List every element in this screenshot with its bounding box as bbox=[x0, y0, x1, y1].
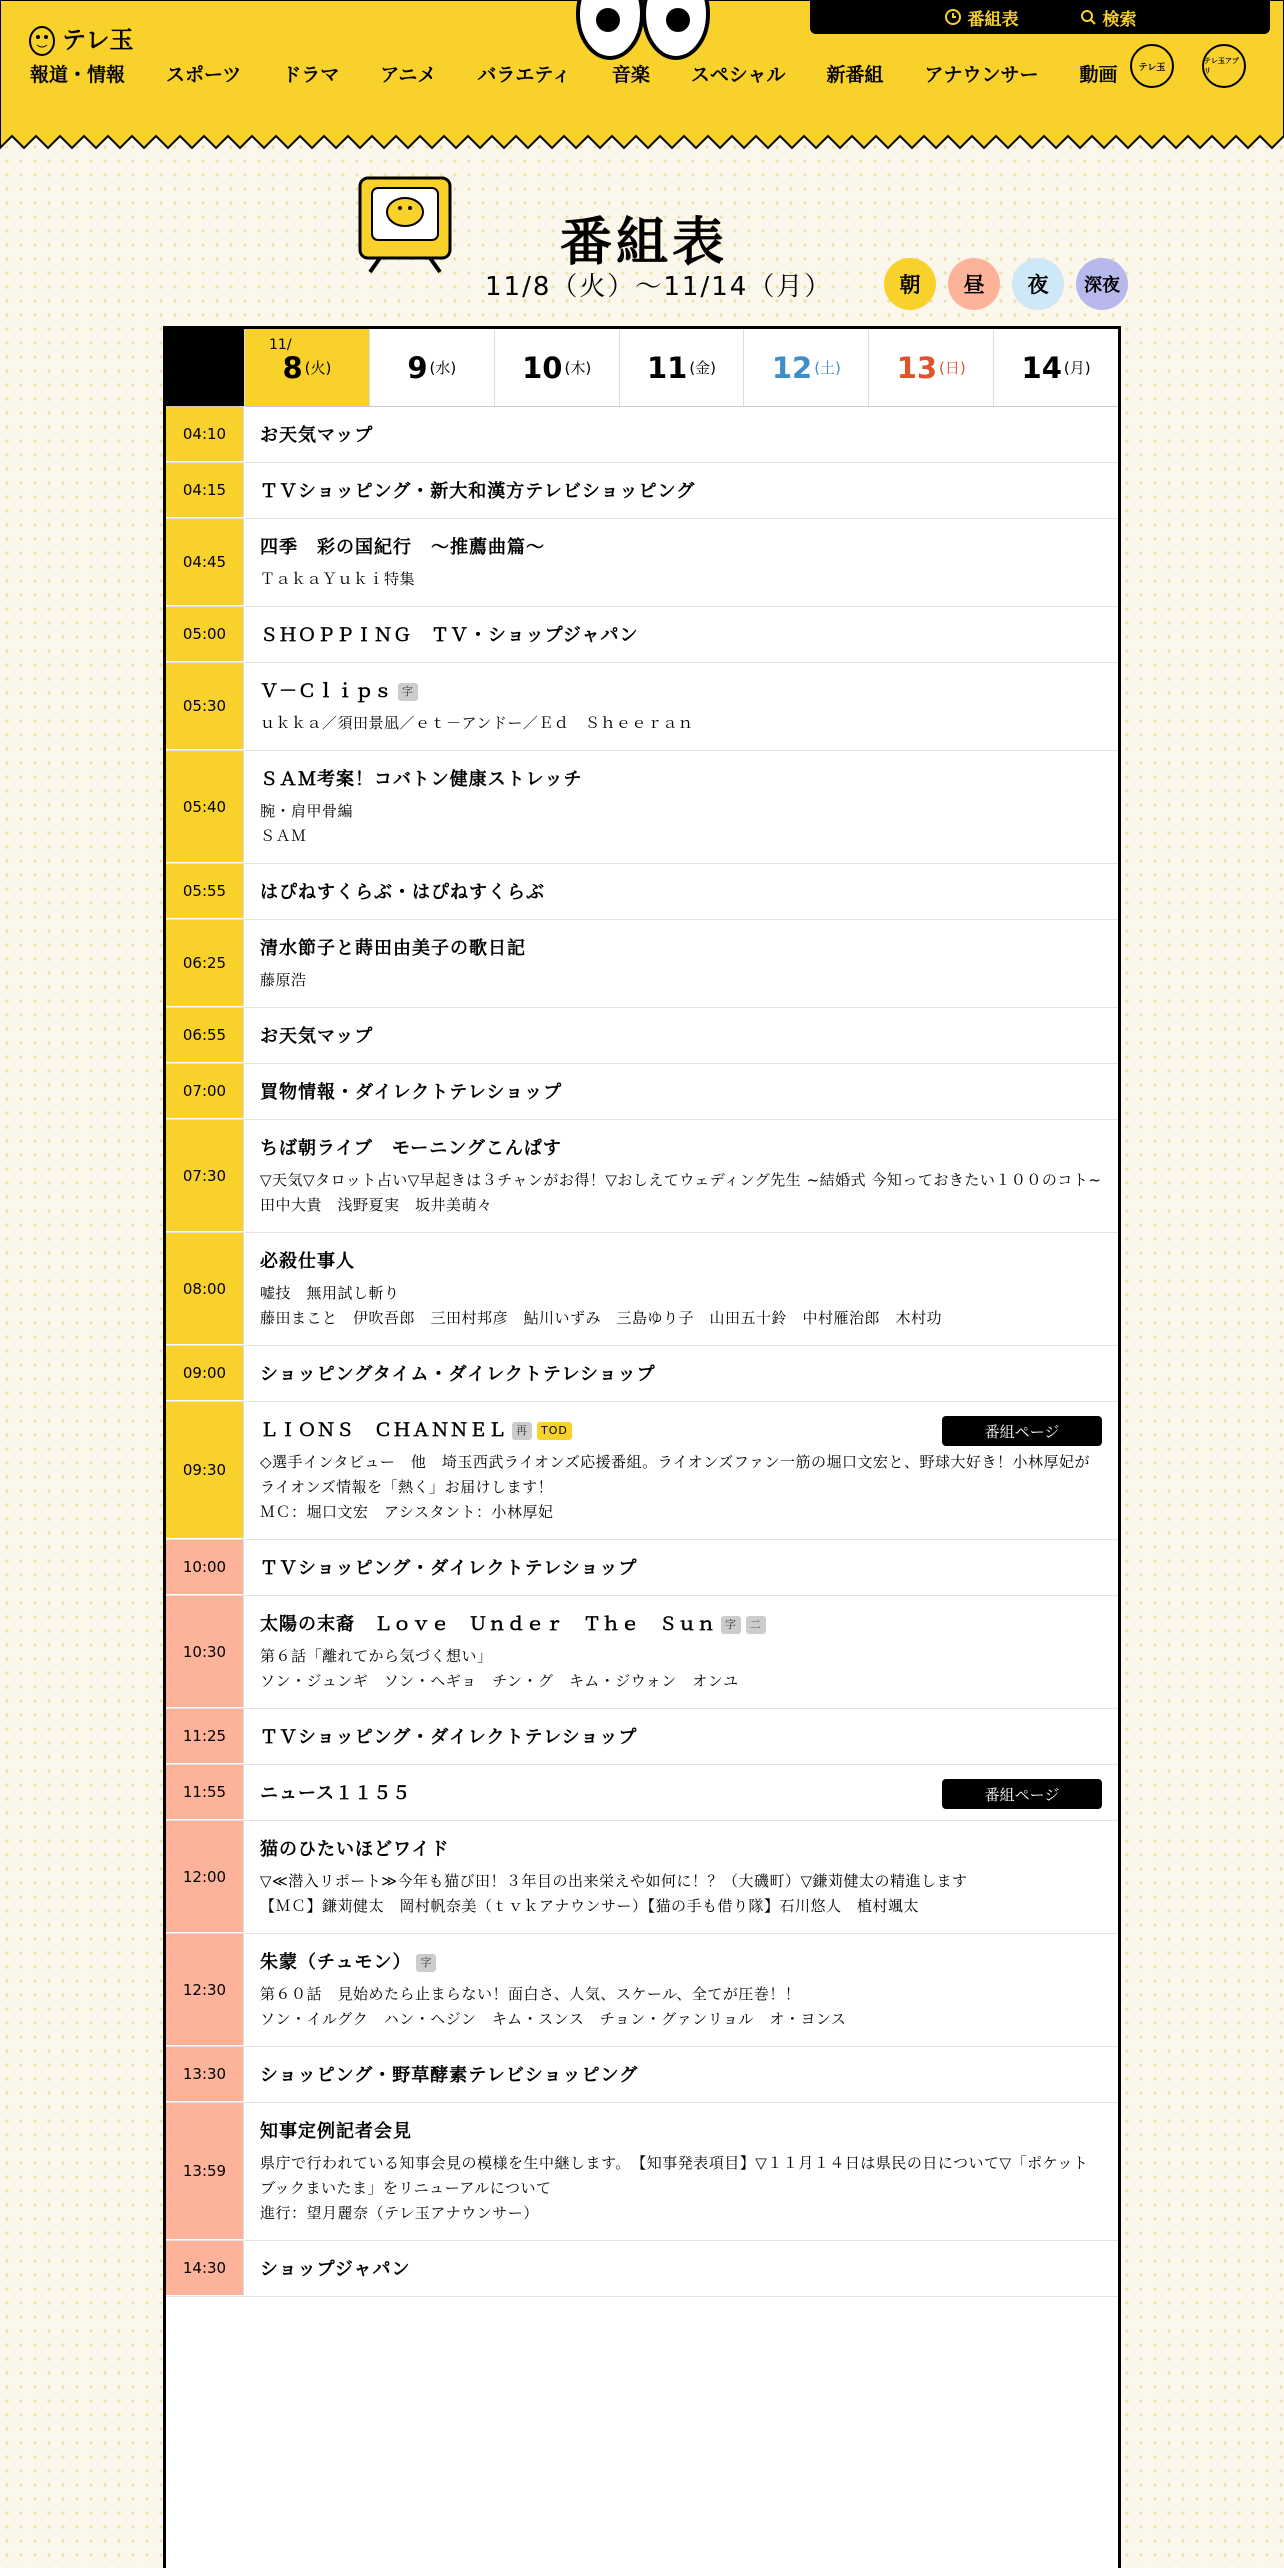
program-cell[interactable] bbox=[244, 1934, 1118, 2046]
program-row[interactable] bbox=[166, 1821, 1118, 1934]
phone-app-icon[interactable] bbox=[1202, 44, 1246, 88]
program-badge: 字 bbox=[416, 1954, 436, 1972]
day-number: 11 bbox=[646, 350, 688, 385]
program-title[interactable] bbox=[260, 1137, 1102, 1161]
nav-drama[interactable]: ドラマ bbox=[282, 64, 340, 86]
day-tab[interactable] bbox=[369, 329, 494, 406]
program-title-text: 太陽の末裔 Ｌｏｖｅ Ｕｎｄｅｒ Ｔｈｅ Ｓｕｎ bbox=[260, 1614, 716, 1635]
program-description: 県庁で行われている知事会見の模様を生中継します。 【知事発表項目】▽１１月１４日は県民の日について▽「ポケットブックまいたま」をリニューアルについて bbox=[260, 2154, 1089, 2197]
program-row[interactable] bbox=[166, 2047, 1118, 2103]
program-title[interactable] bbox=[260, 680, 1102, 704]
day-tab[interactable] bbox=[743, 329, 868, 406]
schedule-link[interactable] bbox=[944, 5, 1019, 30]
program-title[interactable] bbox=[260, 881, 1102, 905]
site-header bbox=[0, 0, 1284, 150]
program-title[interactable] bbox=[260, 2120, 1102, 2144]
program-cell[interactable] bbox=[244, 1596, 1118, 1708]
program-description: 第６話「離れてから気づく想い」 bbox=[260, 1647, 493, 1665]
program-title-text: ＴＶショッピング・ダイレクトテレショップ bbox=[260, 1727, 638, 1748]
day-month: 11/ bbox=[269, 337, 292, 353]
program-description: ▽≪潜入リポート≫今年も猫び田！３年目の出来栄えや如何に！？（大磯町）▽鎌苅健太の精進します bbox=[260, 1872, 968, 1890]
program-title[interactable] bbox=[260, 624, 1102, 648]
program-time: 09:00 bbox=[166, 1346, 244, 1401]
program-badge: TOD bbox=[537, 1422, 572, 1440]
page-title: 番組表 bbox=[560, 213, 729, 273]
program-title-text: お天気マップ bbox=[260, 425, 374, 446]
tab-evening[interactable]: 夜 bbox=[1012, 258, 1064, 310]
program-time: 05:55 bbox=[166, 864, 244, 919]
program-row[interactable] bbox=[166, 1233, 1118, 1346]
program-title[interactable] bbox=[260, 480, 1102, 504]
program-time: 06:55 bbox=[166, 1008, 244, 1063]
program-cell[interactable] bbox=[244, 864, 1118, 919]
program-title[interactable] bbox=[260, 1250, 1102, 1274]
program-row[interactable] bbox=[166, 920, 1118, 1008]
nav-new-programs[interactable]: 新番組 bbox=[826, 64, 884, 86]
logo-text: テレ玉 bbox=[62, 25, 134, 54]
program-title[interactable] bbox=[260, 1025, 1102, 1049]
program-row[interactable] bbox=[166, 1596, 1118, 1709]
teletama-logo-icon bbox=[28, 17, 56, 57]
program-list bbox=[166, 407, 1118, 2297]
program-badge: 字 bbox=[398, 683, 418, 701]
program-description: ソン・イルグク ハン・ヘジン キム・スンス チョン・グァンリョル オ・ヨンス bbox=[260, 2010, 847, 2028]
app-label: テレ玉アプリ bbox=[1204, 57, 1239, 75]
day-number: 14 bbox=[1021, 350, 1062, 385]
day-weekday: (木) bbox=[564, 359, 592, 377]
program-time: 11:55 bbox=[166, 1765, 244, 1820]
program-title-text: ＳＡＭ考案！コバトン健康ストレッチ bbox=[260, 769, 583, 790]
program-cell[interactable] bbox=[244, 1064, 1118, 1119]
program-title[interactable] bbox=[260, 1081, 1102, 1105]
program-cell[interactable] bbox=[244, 1765, 1118, 1820]
program-title[interactable] bbox=[260, 1363, 1102, 1387]
program-title-text: ショッピング・野草酵素テレビショッピング bbox=[260, 2065, 639, 2086]
program-description: ◇選手インタビュー 他 埼玉西武ライオンズ応援番組。ライオンズファン一筋の堀口文宏と、野球大好き！小林厚妃がライオンズ情報を「熱く」お届けします！ bbox=[260, 1453, 1090, 1496]
program-time: 10:00 bbox=[166, 1540, 244, 1595]
program-title[interactable] bbox=[260, 2064, 1102, 2088]
program-description: 進行：望月麗奈（テレ玉アナウンサー） bbox=[260, 2204, 539, 2222]
program-title-text: ちば朝ライブ モーニングこんぱす bbox=[260, 1138, 562, 1159]
program-description: 田中大貴 浅野夏実 坂井美萌々 bbox=[260, 1196, 493, 1214]
program-time: 04:15 bbox=[166, 463, 244, 518]
program-cell[interactable] bbox=[244, 920, 1118, 1007]
program-title-text: 四季 彩の国紀行 ～推薦曲篇～ bbox=[260, 537, 545, 558]
program-title[interactable] bbox=[260, 937, 1102, 961]
program-time: 12:30 bbox=[166, 1934, 244, 2046]
program-title[interactable] bbox=[260, 536, 1102, 560]
program-time: 13:59 bbox=[166, 2103, 244, 2240]
program-title-text: ＴＶショッピング・ダイレクトテレショップ bbox=[260, 1558, 638, 1579]
program-time: 08:00 bbox=[166, 1233, 244, 1345]
site-logo[interactable] bbox=[28, 14, 138, 60]
schedule-link-label: 番組表 bbox=[967, 9, 1019, 30]
program-row[interactable] bbox=[166, 1008, 1118, 1064]
program-row[interactable] bbox=[166, 1540, 1118, 1596]
program-row[interactable] bbox=[166, 463, 1118, 519]
program-title-text: 知事定例記者会見 bbox=[260, 2121, 412, 2142]
nav-variety[interactable]: バラエティ bbox=[477, 64, 571, 86]
day-number: 13 bbox=[896, 350, 938, 385]
program-row[interactable] bbox=[166, 519, 1118, 607]
tab-late-night[interactable]: 深夜 bbox=[1076, 258, 1128, 310]
program-title-text: 清水節子と蒔田由美子の歌日記 bbox=[260, 938, 526, 959]
program-row[interactable] bbox=[166, 663, 1118, 751]
program-time: 07:00 bbox=[166, 1064, 244, 1119]
program-title-text: 買物情報・ダイレクトテレショップ bbox=[260, 1082, 563, 1103]
date-range: 11/8（火）〜11/14（月） bbox=[485, 272, 833, 302]
day-number: 8 bbox=[282, 350, 303, 385]
program-cell[interactable] bbox=[244, 1120, 1118, 1232]
program-cell[interactable] bbox=[244, 1821, 1118, 1933]
program-title[interactable] bbox=[260, 2258, 1102, 2282]
day-weekday: (火) bbox=[304, 359, 332, 377]
program-time: 14:30 bbox=[166, 2241, 244, 2296]
program-title-text: ニュース１１５５ bbox=[260, 1783, 412, 1804]
program-cell[interactable] bbox=[244, 1402, 1118, 1539]
nav-music[interactable]: 音楽 bbox=[611, 64, 650, 86]
program-cell[interactable] bbox=[244, 2241, 1118, 2296]
program-row[interactable] bbox=[166, 1346, 1118, 1402]
program-description: ソン・ジュンギ ソン・ヘギョ チン・グ キム・ジウォン オンユ bbox=[260, 1672, 739, 1690]
teletama-mascot-icon[interactable] bbox=[1130, 44, 1174, 88]
program-cell[interactable] bbox=[244, 463, 1118, 518]
day-number: 9 bbox=[407, 350, 428, 385]
program-row[interactable] bbox=[166, 1402, 1118, 1540]
program-row[interactable] bbox=[166, 864, 1118, 920]
day-tab[interactable] bbox=[993, 329, 1118, 406]
program-cell[interactable] bbox=[244, 1233, 1118, 1345]
day-tab[interactable] bbox=[244, 329, 369, 406]
program-page-button[interactable]: 番組ページ bbox=[942, 1416, 1102, 1446]
program-description: 藤原浩 bbox=[260, 971, 307, 989]
program-description: ▽天気▽タロット占い▽早起きは３チャンがお得！▽おしえてウェディング先生 ~結婚式 今知っておきたい１００のコト~ bbox=[260, 1171, 1102, 1189]
day-number: 12 bbox=[771, 350, 813, 385]
program-time: 04:45 bbox=[166, 519, 244, 606]
program-title[interactable] bbox=[260, 768, 1102, 792]
program-cell[interactable] bbox=[244, 1346, 1118, 1401]
program-time: 12:00 bbox=[166, 1821, 244, 1933]
program-description: ＭＣ：堀口文宏 アシスタント：小林厚妃 bbox=[260, 1503, 554, 1521]
program-description: ＳＡＭ bbox=[260, 827, 307, 845]
day-number: 10 bbox=[522, 350, 563, 385]
program-description: 【ＭＣ】鎌苅健太 岡村帆奈美（ｔｖｋアナウンサー）【猫の手も借り隊】石川悠人 植村颯太 bbox=[260, 1897, 920, 1915]
day-weekday: (日) bbox=[939, 359, 966, 377]
program-description: 腕・肩甲骨編 bbox=[260, 802, 354, 820]
day-weekday: (水) bbox=[429, 359, 457, 377]
program-title[interactable] bbox=[260, 424, 1102, 448]
program-description: ＴａｋａＹｕｋｉ特集 bbox=[260, 570, 416, 588]
program-title-text: 必殺仕事人 bbox=[260, 1251, 355, 1272]
program-time: 05:40 bbox=[166, 751, 244, 863]
program-title-text: お天気マップ bbox=[260, 1026, 374, 1047]
program-title-text: はぴねすくらぶ・はぴねすくらぶ bbox=[260, 882, 545, 903]
program-title-text: ＴＶショッピング・新大和漢方テレビショッピング bbox=[260, 481, 696, 502]
day-tab[interactable] bbox=[494, 329, 619, 406]
nav-special[interactable]: スペシャル bbox=[690, 64, 786, 86]
program-cell[interactable] bbox=[244, 2047, 1118, 2102]
tv-mascot-icon bbox=[350, 168, 460, 278]
nav-videos[interactable]: 動画 bbox=[1079, 64, 1118, 86]
program-description: 第６０話 見始めたら止まらない！面白さ、人気、スケール、全てが圧巻！！ bbox=[260, 1985, 801, 2003]
day-selector bbox=[166, 329, 1118, 407]
program-title-text: ＳＨＯＰＰＩＮＧ ＴＶ・ショップジャパン bbox=[260, 625, 639, 646]
nav-sports[interactable]: スポーツ bbox=[166, 64, 242, 86]
day-tab[interactable] bbox=[868, 329, 993, 406]
program-row[interactable] bbox=[166, 1765, 1118, 1821]
program-title-text: 猫のひたいほどワイド bbox=[260, 1839, 450, 1860]
top-utility-bar bbox=[810, 0, 1270, 34]
program-cell[interactable] bbox=[244, 2103, 1118, 2240]
program-title[interactable] bbox=[260, 1838, 1102, 1862]
side-icons bbox=[1130, 44, 1246, 88]
program-title-text: ショップジャパン bbox=[260, 2259, 411, 2280]
program-row[interactable] bbox=[166, 607, 1118, 663]
tab-morning[interactable]: 朝 bbox=[884, 258, 936, 310]
program-cell[interactable] bbox=[244, 519, 1118, 606]
program-row[interactable] bbox=[166, 1934, 1118, 2047]
nav-announcers[interactable]: アナウンサー bbox=[924, 64, 1039, 86]
program-badge: 再 bbox=[512, 1422, 532, 1440]
nav-anime[interactable]: アニメ bbox=[380, 64, 437, 86]
program-row[interactable] bbox=[166, 407, 1118, 463]
program-row[interactable] bbox=[166, 2241, 1118, 2297]
program-time: 06:25 bbox=[166, 920, 244, 1007]
main-nav bbox=[30, 60, 1159, 87]
program-description: ｕｋｋａ／須田景凪／ｅｔ－アンドー／Ｅｄ Ｓｈｅｅｒａｎ bbox=[260, 714, 694, 732]
program-time: 11:25 bbox=[166, 1709, 244, 1764]
program-title[interactable] bbox=[260, 1726, 1102, 1750]
day-tab[interactable] bbox=[619, 329, 744, 406]
program-page-button[interactable]: 番組ページ bbox=[942, 1779, 1102, 1809]
program-cell[interactable] bbox=[244, 607, 1118, 662]
program-description: 藤田まこと 伊吹吾郎 三田村邦彦 鮎川いずみ 三島ゆり子 山田五十鈴 中村雁治郎 木村功 bbox=[260, 1309, 943, 1327]
program-time: 07:30 bbox=[166, 1120, 244, 1232]
nav-news[interactable]: 報道・情報 bbox=[30, 64, 126, 86]
program-description: 嘘技 無用試し斬り bbox=[260, 1284, 400, 1302]
program-row[interactable] bbox=[166, 1709, 1118, 1765]
mascot-label: テレ玉 bbox=[1138, 62, 1166, 73]
program-badge: 字 bbox=[721, 1616, 741, 1634]
day-corner bbox=[166, 329, 244, 406]
program-badge: 二 bbox=[746, 1616, 766, 1634]
clock-icon bbox=[944, 8, 962, 26]
time-of-day-tabs bbox=[884, 258, 1128, 310]
tab-daytime[interactable]: 昼 bbox=[948, 258, 1000, 310]
schedule-table bbox=[163, 326, 1121, 2568]
program-row[interactable] bbox=[166, 751, 1118, 864]
program-cell[interactable] bbox=[244, 1709, 1118, 1764]
program-time: 10:30 bbox=[166, 1596, 244, 1708]
program-cell[interactable] bbox=[244, 1540, 1118, 1595]
program-title[interactable] bbox=[260, 1951, 1102, 1975]
day-weekday: (金) bbox=[689, 359, 717, 377]
program-title-text: Ｖ－Ｃｌｉｐｓ bbox=[260, 681, 393, 702]
program-time: 13:30 bbox=[166, 2047, 244, 2102]
search-link[interactable] bbox=[1079, 5, 1137, 30]
day-weekday: (土) bbox=[814, 359, 841, 377]
program-cell[interactable] bbox=[244, 407, 1118, 462]
program-title-text: ショッピングタイム・ダイレクトテレショップ bbox=[260, 1364, 656, 1385]
search-link-label: 検索 bbox=[1102, 9, 1137, 30]
program-time: 05:30 bbox=[166, 663, 244, 750]
program-time: 04:10 bbox=[166, 407, 244, 462]
program-cell[interactable] bbox=[244, 1008, 1118, 1063]
program-row[interactable] bbox=[166, 1120, 1118, 1233]
program-row[interactable] bbox=[166, 2103, 1118, 2241]
title-area bbox=[0, 160, 1284, 320]
program-title-text: 朱蒙（チュモン） bbox=[260, 1952, 412, 1973]
program-row[interactable] bbox=[166, 1064, 1118, 1120]
program-time: 05:00 bbox=[166, 607, 244, 662]
day-weekday: (月) bbox=[1063, 359, 1091, 377]
program-title[interactable] bbox=[260, 1557, 1102, 1581]
program-title[interactable] bbox=[260, 1613, 1102, 1637]
search-icon bbox=[1079, 8, 1097, 26]
mascot-eyes-icon bbox=[568, 0, 718, 64]
program-time: 09:30 bbox=[166, 1402, 244, 1539]
program-cell[interactable] bbox=[244, 663, 1118, 750]
program-cell[interactable] bbox=[244, 751, 1118, 863]
program-title-text: ＬＩＯＮＳ ＣＨＡＮＮＥＬ bbox=[260, 1420, 507, 1441]
